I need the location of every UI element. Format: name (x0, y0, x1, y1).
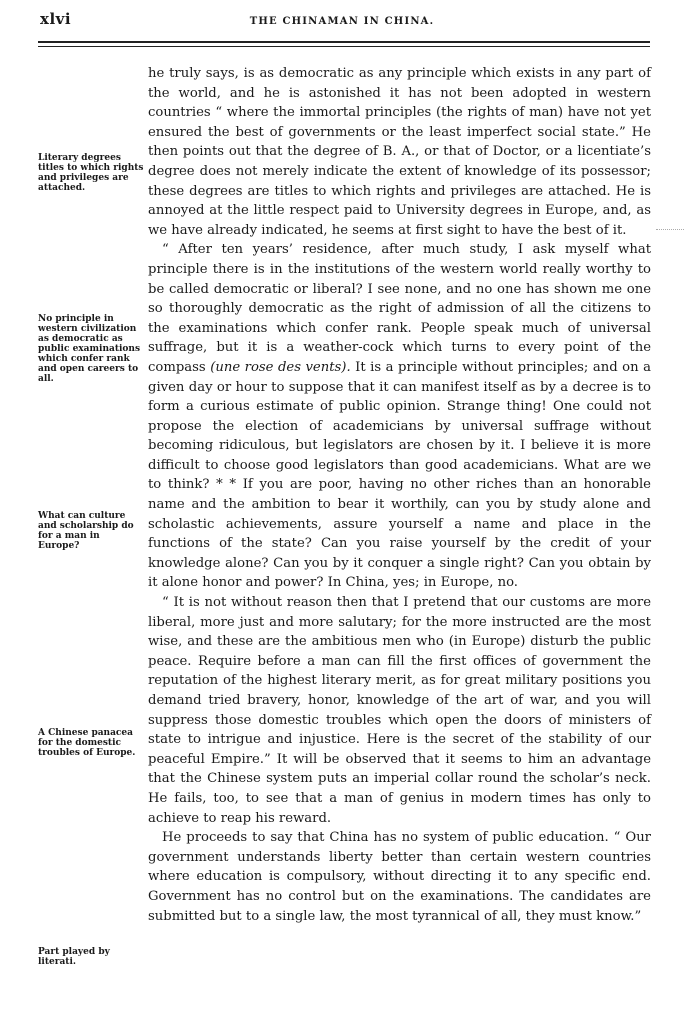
paragraph-2-part-1: “ After ten years’ residence, after much study, I ask myself what principle there is in the institutions of the western world really worthy to be called democratic or liberal? I see none, and no one has shown me one so thoroughly democratic as the right of admission of all the citizens to the examinations which confer rank. People speak much of universal suffrage, but it is a weather-cock which turns to every point of the compass (148, 242, 651, 375)
margin-dotted-mark (656, 229, 684, 230)
page-header (0, 0, 684, 50)
paragraph-4: He proceeds to say that China has no system of public education. “ Our government understands liberty better than certain western countries where education is compulsory, without directing it to any specific end. Government has no control but on the examinations. The candidates are submitted but to a single law, the most tyrannical of all, they must know.” (148, 830, 651, 924)
side-note-culture-scholarship: What can culture and scholarship do for a man in Europe? (38, 511, 134, 551)
side-note-literary-degrees: Literary degrees titles to which rights and privileges are attached. (38, 153, 144, 193)
body-text (148, 64, 651, 926)
side-note-literati: Part played by literati. (38, 947, 110, 967)
side-note-chinese-panacea: A Chinese panacea for the domestic troubles of Europe. (38, 728, 136, 758)
paragraph-2-part-2: It is a principle without principles; and on a given day or hour to suppose that it can manifest itself as by a decree is to form a curious estimate of public opinion. Strange thing! One could not propose the election of academicians by universal suffrage without becoming ridiculous, but legislators are chosen by it. I believe it is more difficult to choose good legislators than good academicians. What are we to think? * * If you are poor, having no other riches than an honorable name and the ambition to bear it worthily, can you by study alone and scholastic achievements, assure yourself a name and place in the functions of the state? Can you raise yourself by the credit of your knowledge alone? Can you by it conquer a single right? Can you obtain by it alone honor and power? In China, yes; in Europe, no. (148, 359, 651, 591)
page-number: xlvi (40, 10, 72, 28)
italic-phrase: (une rose des vents). (210, 359, 351, 375)
running-title: THE CHINAMAN IN CHINA. (249, 16, 435, 27)
side-note-democratic-examinations: No principle in western civilization as democratic as public examinations which confer rank and open careers to all. (38, 314, 141, 384)
paragraph-2 (148, 240, 651, 593)
paragraph-3: “ It is not without reason then that I pretend that our customs are more liberal, more just and more salutary; for the more instructed are the most wise, and these are the ambitious men who (in Europe) disturb the public peace. Require before a man can fill the first offices of government the reputation of the highest literary merit, as for great military positions you demand tried bravery, honor, knowledge of the art of war, and you will suppress those domestic troubles which open the doors of ministers of state to intrigue and injustice. Here is the secret of the stability of our peaceful Empire.” It will be observed that it seems to him an advantage that the Chinese system puts an imperial collar round the scholar’s neck. He fails, too, to see that a man of genius in modern times has only to achieve to reap his reward. (148, 595, 651, 826)
paragraph-1: he truly says, is as democratic as any principle which exists in any part of the world, and he is astonished it has not been adopted in western countries “ where the immortal principles (the rights of man) have not yet ensured the best of governments or the least imperfect social state.” He then points out that the degree of B. A., or that of Doctor, or a licentiate’s degree does not merely indicate the extent of knowledge of its possessor; these degrees are titles to which rights and privileges are attached. He is annoyed at the little respect paid to University degrees in Europe, and, as we have already indicated, he seems at first sight to have the best of it. (148, 66, 651, 238)
header-rule-thin (38, 46, 650, 47)
header-rule-thick (38, 41, 650, 43)
